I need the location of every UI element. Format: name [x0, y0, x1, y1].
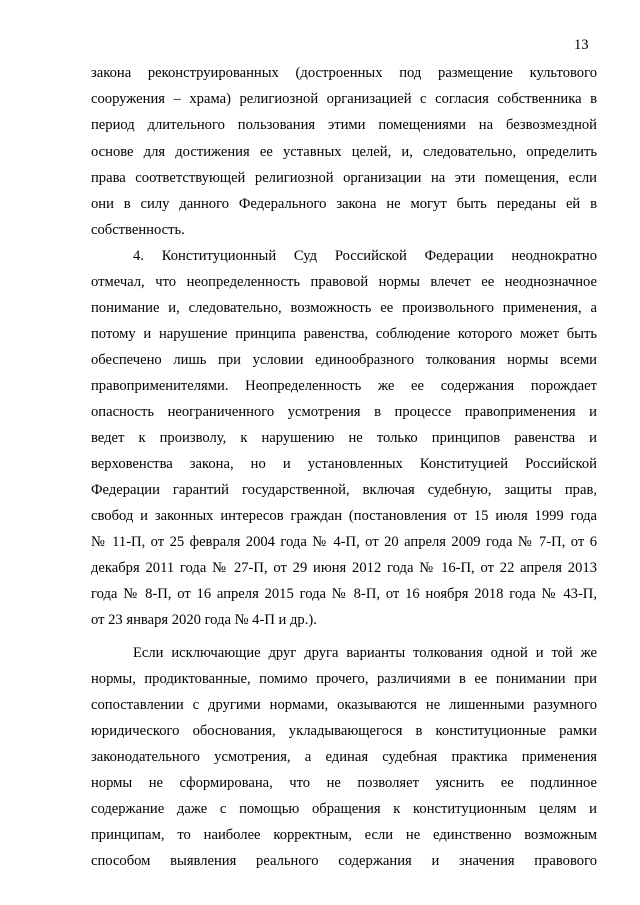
paragraph-3-line-2: нормы, продиктованные, помимо прочего, различиями в ее понимании при: [91, 671, 597, 687]
paragraph-3-line-5: законодательного усмотрения, а единая судебная практика применения: [91, 749, 597, 765]
paragraph-3-line-3: сопоставлении с другими нормами, оказываются не лишенными разумного: [91, 697, 597, 713]
paragraph-2-line-4: потому и нарушение принципа равенства, соблюдение которого может быть: [91, 326, 597, 342]
paragraph-2-line-10: Федерации гарантий государственной, включая судебную, защиты прав,: [91, 482, 597, 498]
paragraph-3-line-7: содержание даже с помощью обращения к конституционным целям и: [91, 801, 597, 817]
paragraph-1-line-1: закона реконструированных (достроенных под размещение культового: [91, 65, 597, 81]
paragraph-1-line-4: основе для достижения ее уставных целей, и, следовательно, определить: [91, 144, 597, 160]
paragraph-3-line-4: юридического обоснования, укладывающегося в конституционные рамки: [91, 723, 597, 739]
paragraph-2-line-1: 4. Конституционный Суд Российской Федерации неоднократно: [133, 248, 597, 264]
paragraph-2-line-6: правоприменителями. Неопределенность же ее содержания порождает: [91, 378, 597, 394]
paragraph-3-line-8: принципам, то наиболее корректным, если не единственно возможным: [91, 827, 597, 843]
paragraph-2-line-12: № 11-П, от 25 февраля 2004 года № 4-П, от 20 апреля 2009 года № 7-П, от 6: [91, 534, 597, 550]
paragraph-2-line-7: опасность неограниченного усмотрения в процессе правоприменения и: [91, 404, 597, 420]
paragraph-1-line-5: права соответствующей религиозной организации на эти помещения, если: [91, 170, 597, 186]
paragraph-2-line-13: декабря 2011 года № 27-П, от 29 июня 2012 года № 16-П, от 22 апреля 2013: [91, 560, 597, 576]
paragraph-2-line-11: свобод и законных интересов граждан (постановления от 15 июля 1999 года: [91, 508, 597, 524]
paragraph-2-line-8: ведет к произволу, к нарушению не только принципов равенства и: [91, 430, 597, 446]
paragraph-2-line-5: обеспечено лишь при условии единообразного толкования нормы всеми: [91, 352, 597, 368]
paragraph-2-line-9: верховенства закона, но и установленных Конституцией Российской: [91, 456, 597, 472]
page-number: 13: [574, 37, 589, 53]
paragraph-2-line-14: года № 8-П, от 16 апреля 2015 года № 8-П, от 16 ноября 2018 года № 43-П,: [91, 586, 597, 602]
paragraph-3-line-9: способом выявления реального содержания и значения правового: [91, 853, 597, 869]
paragraph-2-line-3: понимание и, следовательно, возможность ее произвольного применения, а: [91, 300, 597, 316]
paragraph-1-line-7: собственность.: [91, 222, 185, 238]
paragraph-2-line-2: отмечал, что неопределенность правовой нормы влечет ее неоднозначное: [91, 274, 597, 290]
paragraph-1-line-3: период длительного пользования этими помещениями на безвозмездной: [91, 117, 597, 133]
paragraph-1-line-6: они в силу данного Федерального закона не могут быть переданы ей в: [91, 196, 597, 212]
paragraph-3-line-1: Если исключающие друг друга варианты толкования одной и той же: [133, 645, 597, 661]
paragraph-3-line-6: нормы не сформирована, что не позволяет уяснить ее подлинное: [91, 775, 597, 791]
paragraph-2-line-15: от 23 января 2020 года № 4-П и др.).: [91, 612, 317, 628]
paragraph-1-line-2: сооружения – храма) религиозной организацией с согласия собственника в: [91, 91, 597, 107]
